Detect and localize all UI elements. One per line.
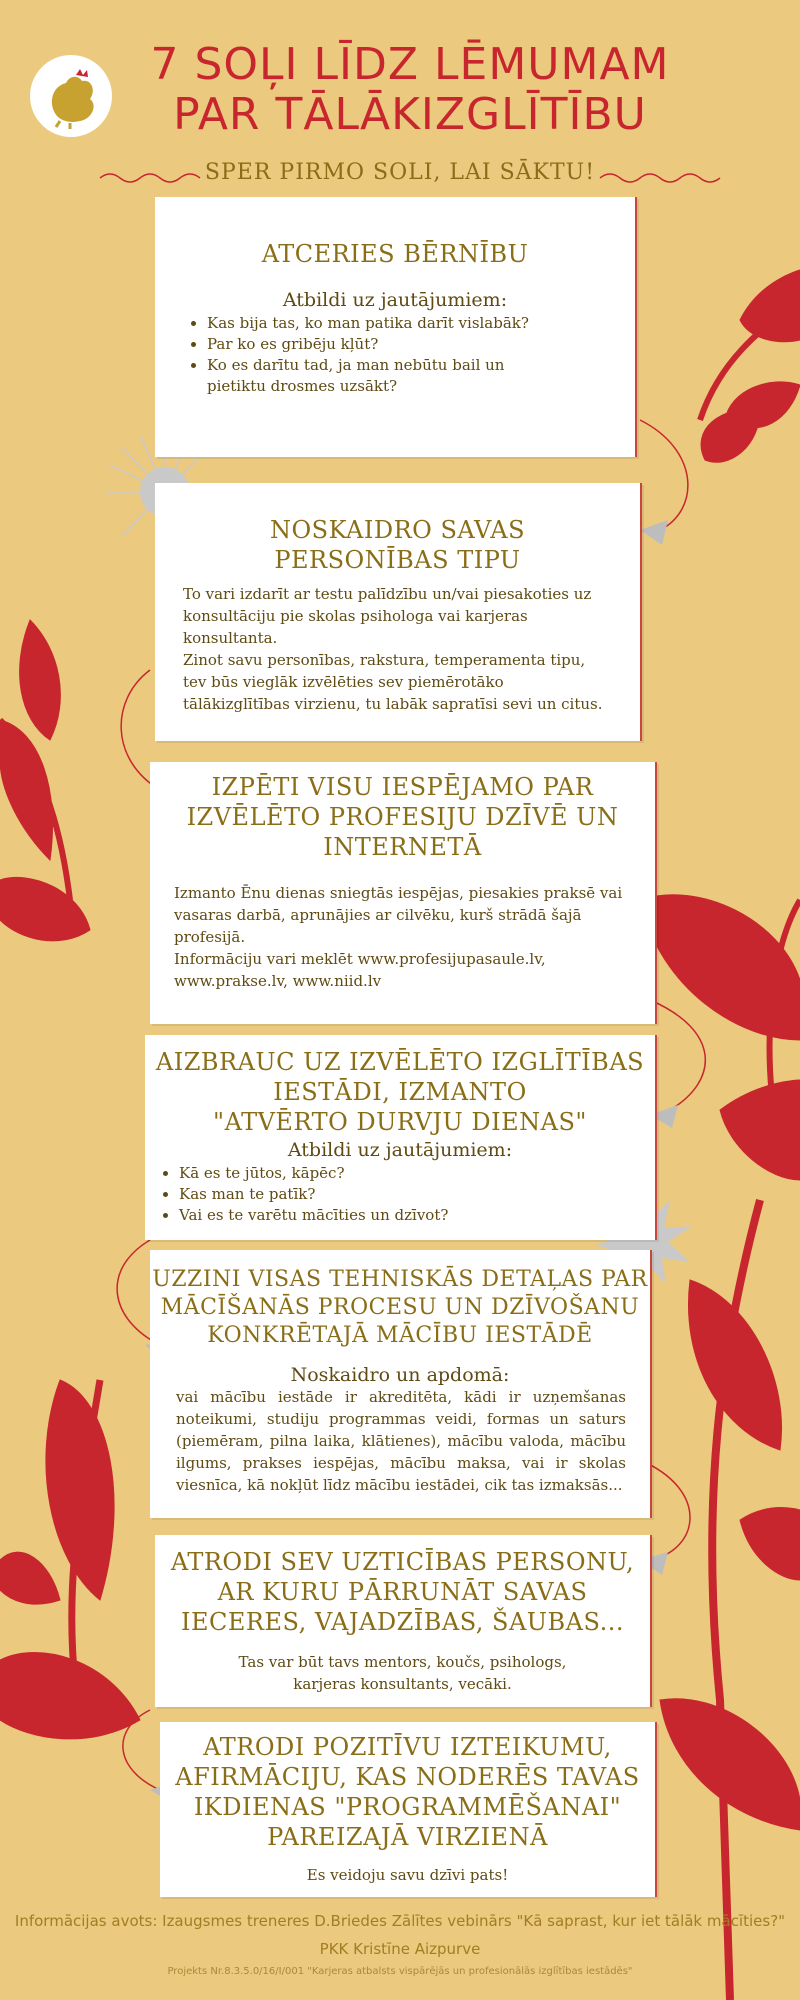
footer-project: Projekts Nr.8.3.5.0/16/I/001 "Karjeras atbalsts vispārējās un profesionālās izglītības iestādēs" — [167, 1966, 633, 1977]
step-7-para-1: Es veidoju savu dzīvi pats! — [306, 1866, 509, 1884]
step-7-heading-line-2: AFIRMĀCIJU, KAS NODERĒS TAVAS — [175, 1763, 640, 1791]
rooster-logo-icon — [30, 55, 112, 137]
step-7-heading — [160, 1732, 655, 1852]
step-5-heading — [150, 1266, 650, 1350]
step-5-para-1: vai mācību iestāde ir akreditēta, kādi ir uzņemšanas noteikumi, studiju programmas veidi, formas un saturs (piemēram, pilna laika, klātienes), mācību valoda, mācību ilgums, prakses iespējas, mācību maksa, vai ir skolas viesnīca, kā nokļūt līdz mācību iestādei, cik tas izmaksās... — [176, 1388, 626, 1494]
page-title — [115, 40, 705, 140]
step-6-heading-line-3: IECERES, VAJADZĪBAS, ŠAUBAS... — [181, 1608, 624, 1636]
step-1-sub: Atbildi uz jautājumiem: — [282, 289, 508, 311]
step-1-list — [155, 313, 547, 397]
step-6-para-1: Tas var būt tavs mentors, koučs, psihologs, karjeras konsultants, vecāki. — [238, 1653, 567, 1693]
logo — [30, 55, 112, 137]
step-6-heading-line-1: ATRODI SEV UZTICĪBAS PERSONU, — [170, 1548, 635, 1576]
step-4-list — [145, 1163, 655, 1226]
step-card-7 — [160, 1722, 657, 1897]
step-3-heading — [150, 772, 655, 862]
footer-source: Informācijas avots: Izaugsmes treneres D.Briedes Zālītes vebinārs "Kā saprast, kur iet tālāk mācīties?" — [14, 1912, 786, 1930]
title-line-2: PAR TĀLĀKIZGLĪTĪBU — [173, 89, 647, 140]
step-3-body — [150, 862, 655, 992]
step-4-heading-line-1: AIZBRAUC UZ IZVĒLĒTO IZGLĪTĪBAS — [155, 1048, 645, 1076]
list-item: • Par ko es gribēju kļūt? — [207, 334, 547, 355]
step-3-heading-line-2: IZVĒLĒTO PROFESIJU DZĪVĒ UN — [186, 803, 619, 831]
step-7-heading-line-4: PAREIZAJĀ VIRZIENĀ — [267, 1823, 548, 1851]
list-item: • Vai es te varētu mācīties un dzīvot? — [179, 1205, 655, 1226]
step-3-heading-line-3: INTERNETĀ — [323, 833, 482, 861]
step-1-heading: ATCERIES BĒRNĪBU — [261, 240, 529, 268]
step-4-heading-line-2: IESTĀDI, IZMANTO — [273, 1078, 527, 1106]
list-item: • Kas man te patīk? — [179, 1184, 655, 1205]
step-3-heading-line-1: IZPĒTI VISU IESPĒJAMO PAR — [211, 773, 594, 801]
step-5-body — [150, 1386, 650, 1496]
step-6-heading-line-2: AR KURU PĀRRUNĀT SAVAS — [217, 1578, 588, 1606]
step-7-heading-line-1: ATRODI POZITĪVU IZTEIKUMU, — [203, 1733, 612, 1761]
title-line-1: 7 SOĻI LĪDZ LĒMUMAM — [150, 39, 670, 90]
footer-author: PKK Kristīne Aizpurve — [319, 1940, 481, 1958]
step-7-body — [160, 1852, 655, 1886]
page-subtitle: SPER PIRMO SOLI, LAI SĀKTU! — [204, 160, 596, 185]
step-4-heading-line-3: "ATVĒRTO DURVJU DIENAS" — [213, 1108, 587, 1136]
step-2-body — [155, 575, 640, 715]
list-item: • Kā es te jūtos, kāpēc? — [179, 1163, 655, 1184]
step-card-3 — [150, 762, 657, 1024]
step-2-heading-line-2: PERSONĪBAS TIPU — [274, 546, 521, 574]
step-2-para-2: Zinot savu personības, rakstura, temperamenta tipu, tev būs vieglāk izvēlēties sev piemērotāko tālākizglītības virzienu, tu labāk sapratīsi sevi un citus. — [183, 651, 603, 713]
step-6-body — [155, 1637, 650, 1695]
step-5-sub: Noskaidro un apdomā: — [290, 1364, 510, 1386]
step-card-2 — [155, 483, 642, 741]
leaf-decoration-icon — [740, 270, 800, 342]
list-item: • Ko es darītu tad, ja man nebūtu bail un pietiktu drosmes uzsākt? — [207, 355, 547, 397]
step-4-heading — [145, 1047, 655, 1137]
step-5-heading-line-3: KONKRĒTAJĀ MĀCĪBU IESTĀDĒ — [207, 1323, 593, 1348]
step-6-heading — [155, 1547, 650, 1637]
step-card-5 — [150, 1250, 652, 1518]
step-2-para-1: To vari izdarīt ar testu palīdzību un/vai piesakoties uz konsultāciju pie skolas psihologa vai karjeras konsultanta. — [183, 585, 592, 647]
step-card-1 — [155, 197, 637, 457]
step-2-heading-line-1: NOSKAIDRO SAVAS — [269, 516, 526, 544]
step-7-heading-line-3: IKDIENAS "PROGRAMMĒŠANAI" — [193, 1793, 622, 1821]
step-5-heading-line-2: MĀCĪŠANĀS PROCESU UN DZĪVOŠANU — [160, 1295, 640, 1320]
step-3-para-1: Izmanto Ēnu dienas sniegtās iespējas, piesakies praksē vai vasaras darbā, aprunājies ar cilvēku, kurš strādā šajā profesijā. — [174, 884, 623, 946]
step-3-para-2: Informāciju vari meklēt www.profesijupasaule.lv, www.prakse.lv, www.niid.lv — [174, 950, 546, 990]
step-card-6 — [155, 1535, 652, 1707]
step-card-4 — [145, 1035, 657, 1240]
step-4-sub: Atbildi uz jautājumiem: — [287, 1139, 513, 1161]
step-2-heading — [155, 515, 640, 575]
step-5-heading-line-1: UZZINI VISAS TEHNISKĀS DETAĻAS PAR — [152, 1267, 648, 1292]
list-item: • Kas bija tas, ko man patika darīt vislabāk? — [207, 313, 547, 334]
